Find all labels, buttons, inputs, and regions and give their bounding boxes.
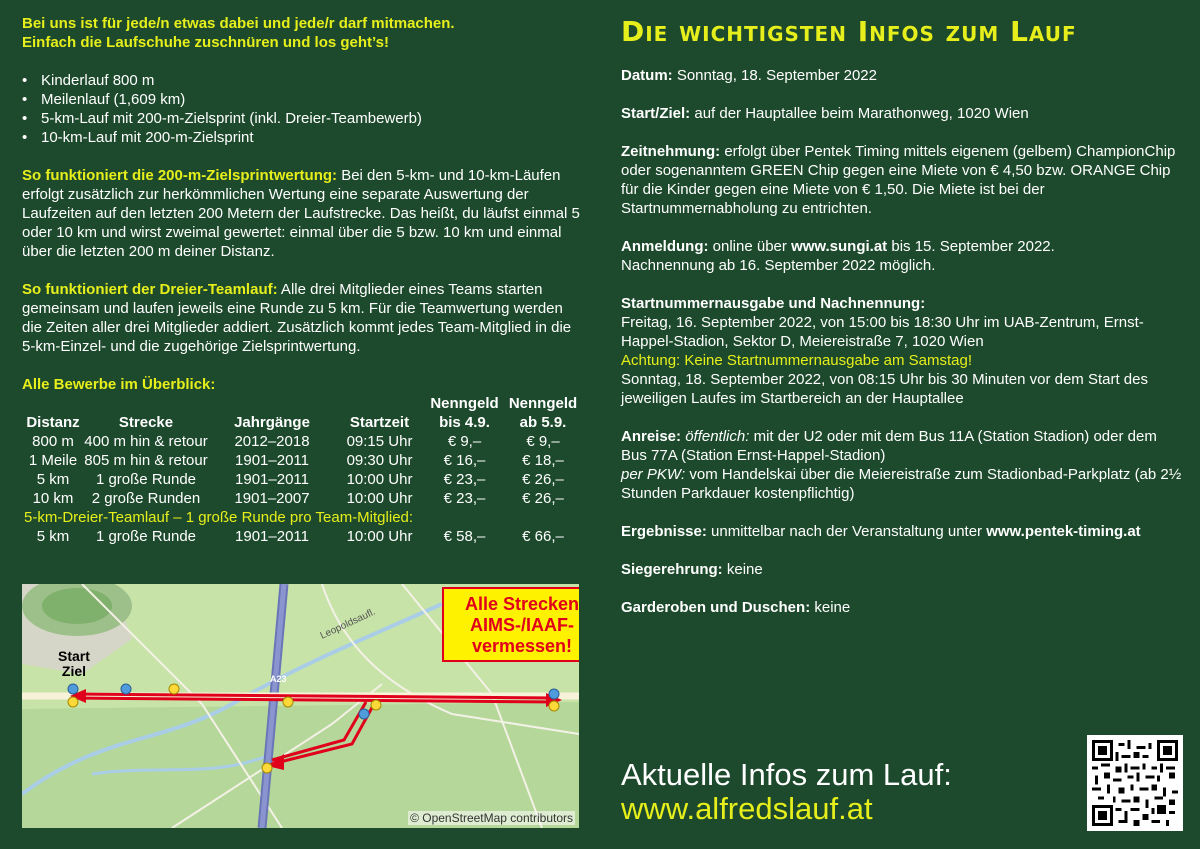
info-siegerehrung: Siegerehrung: keine	[621, 561, 763, 578]
table-header-row	[24, 394, 582, 432]
info-start-ziel: Start/Ziel: auf der Hauptallee beim Marathonweg, 1020 Wien	[621, 105, 1029, 122]
table-row: 5 km 1 große Runde 1901–2011 10:00 Uhr € 23,– € 26,–	[36, 471, 564, 488]
footer-line: Aktuelle Infos zum Lauf:	[621, 757, 952, 792]
course-list	[22, 71, 582, 147]
map-highway-label: A23	[270, 674, 287, 684]
info-garderoben: Garderoben und Duschen: keine	[621, 599, 851, 616]
team-label-row	[24, 508, 582, 527]
map-credit: © OpenStreetMap contributors	[410, 811, 573, 825]
info-startnummern: Startnummernausgabe und Nachnennung: Freitag, 16. September 2022, von 15:00 bis 18:30 Uhr im UAB-Zentrum, Ernst-Happel-Stadion, Sektor D, Meiereistraße 7, 1020 Wien Achtung: Keine Startnummernausgabe am Samstag! Sonntag, 18. September 2022, von 08:15 Uhr bis 30 Minuten vor dem Start des jeweiligen Laufes im Startbereich an der Hauptallee	[621, 295, 1148, 407]
right-column	[621, 14, 1186, 636]
col-nenngeld-2: Nenngeld ab 5.9.	[508, 395, 578, 431]
sprint-text: Bei den 5-km- und 10-km-Läufen erfolgt zusätzlich zur herkömmlichen Wertung eine separate Auswertung der Laufzeiten auf den letzten 200 Metern der Laufstrecke. Das heißt, du läufst einmal 5 oder 10 km und wirst zweimal gewertet: einmal über die 5 bzw. 10 km und einmal über die letzten 200 m deiner Distanz.	[22, 167, 580, 260]
list-item: • 5-km-Lauf mit 200-m-Zielsprint (inkl. Dreier-Teambewerb)	[22, 109, 582, 128]
table-row: 5 km 1 große Runde 1901–2011 10:00 Uhr € 58,– € 66,–	[36, 528, 564, 545]
col-startzeit: Startzeit	[349, 414, 410, 431]
col-nenngeld-1: Nenngeld bis 4.9.	[430, 395, 499, 431]
team-heading: So funktioniert der Dreier-Teamlauf:	[22, 281, 278, 298]
map-start-label: Start Ziel	[58, 648, 90, 679]
left-column	[22, 14, 582, 546]
map-badge: Alle Strecken AIMS-/IAAF- vermessen!	[442, 587, 579, 662]
intro-line-2: Einfach die Laufschuhe zuschnüren und los geht’s!	[22, 34, 389, 51]
pentek-link[interactable]: www.pentek-timing.at	[986, 523, 1141, 540]
warning-text: Achtung: Keine Startnummernausgabe am Samstag!	[621, 352, 973, 369]
sungi-link[interactable]: www.sungi.at	[791, 238, 888, 255]
website-link[interactable]: www.alfredslauf.at	[621, 791, 873, 826]
qr-code[interactable]	[1087, 735, 1183, 831]
info-ergebnisse: Ergebnisse: unmittelbar nach der Veranstaltung unter www.pentek-timing.at	[621, 523, 1141, 540]
map-street-label: Leopoldsaufl.	[318, 606, 378, 642]
intro-line-1: Bei uns ist für jede/n etwas dabei und jede/r darf mitmachen.	[22, 15, 455, 32]
team-label: 5-km-Dreier-Teamlauf – 1 große Runde pro Team-Mitglied:	[24, 509, 414, 526]
list-item: • 10-km-Lauf mit 200-m-Zielsprint	[22, 128, 582, 147]
table-row: 800 m 400 m hin & retour 2012–2018 09:15 Uhr € 9,– € 9,–	[32, 433, 560, 450]
col-jahrgaenge: Jahrgänge	[234, 414, 310, 431]
list-item: • Kinderlauf 800 m	[22, 71, 582, 90]
team-text: Alle drei Mitglieder eines Teams starten gemeinsam und laufen jeweils eine Runde zu 5 km. Für die Teamwertung werden die Zeiten aller drei Mitglieder addiert. Zusätzlich kommt jedes Team-Mitglied in die 5-km-Einzel- und die zugehörige Zielsprintwertung.	[22, 281, 572, 355]
info-datum: Datum: Sonntag, 18. September 2022	[621, 67, 877, 84]
team-explanation	[22, 280, 582, 356]
col-distanz: Distanz	[26, 414, 80, 431]
footer	[621, 758, 952, 826]
table-row: 10 km 2 große Runden 1901–2007 10:00 Uhr € 23,– € 26,–	[32, 490, 564, 507]
overview-heading: Alle Bewerbe im Überblick:	[22, 376, 216, 393]
page-title: Die wichtigsten Infos zum Lauf	[621, 15, 1077, 48]
intro	[22, 14, 582, 52]
course-map	[22, 584, 579, 828]
sprint-explanation	[22, 166, 582, 261]
info-anreise: Anreise: öffentlich: mit der U2 oder mit dem Bus 11A (Station Stadion) oder dem Bus 77A (Station Ernst-Happel-Stadion) per PKW: vom Handelskai über die Meiereistraße zum Stadionbad-Parkplatz (ab 2½ Stunden Parkdauer kostenpflichtig)	[621, 428, 1182, 502]
info-zeitnehmung: Zeitnehmung: erfolgt über Pentek Timing mittels eigenem (gelbem) ChampionChip oder sogenanntem GREEN Chip gegen eine Miete von € 4,50 bzw. ORANGE Chip für die Kinder gegen eine Miete von € 1,50. Die Miete ist bei der Startnummernabholung zu entrichten.	[621, 143, 1176, 217]
table-row: 1 Meile 805 m hin & retour 1901–2011 09:30 Uhr € 16,– € 18,–	[28, 452, 564, 469]
sprint-heading: So funktioniert die 200-m-Zielsprintwertung:	[22, 167, 338, 184]
info-anmeldung: Anmeldung: online über www.sungi.at bis 15. September 2022. Nachnennung ab 16. September 2022 möglich.	[621, 238, 1055, 274]
qr-code-icon	[1092, 740, 1178, 826]
fee-table	[24, 394, 582, 546]
list-item: • Meilenlauf (1,609 km)	[22, 90, 582, 109]
col-strecke: Strecke	[118, 414, 174, 431]
